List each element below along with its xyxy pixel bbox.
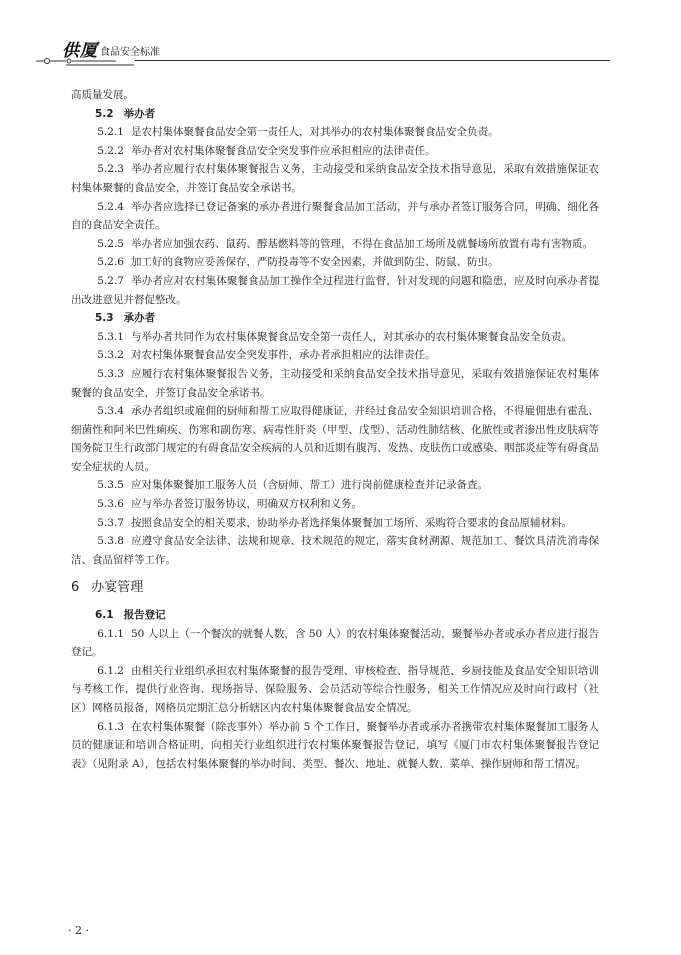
clause-paragraph <box>71 476 599 495</box>
clause-text: 应履行农村集体聚餐报告义务，主动接受和采纳食品安全技术指导意见，采取有效措施保证农村集体聚餐的食品安全，并签订食品安全承诺书。 <box>71 367 599 399</box>
clause-text: 举办者应对农村集体聚餐食品加工操作全过程进行监督，针对发现的问题和隐患，应及时向承办者提出改进意见并督促整改。 <box>71 274 599 306</box>
clause-text: 承办者 <box>123 312 156 325</box>
clause-paragraph <box>71 532 599 569</box>
header-logo: 供厦 <box>62 41 98 61</box>
page-number: · 2 · <box>68 924 89 937</box>
clause-text: 举办者应选择已登记备案的承办者进行聚餐食品加工活动，并与承办者签订服务合同，明确、细化各自的食品安全责任。 <box>71 200 599 232</box>
clause-number: 6.1 <box>95 609 114 622</box>
clause-number: 5.3.5 <box>97 479 124 492</box>
page-header <box>0 0 681 80</box>
clause-text: 按照食品安全的相关要求，协助举办者选择集体聚餐加工场所、采购符合要求的食品原辅材料。 <box>130 516 572 529</box>
chapter-heading <box>71 579 599 598</box>
section-heading <box>71 309 599 328</box>
clause-number: 5.2.2 <box>97 144 124 157</box>
clause-text: 应遵守食品安全法律、法规和规章、技术规范的规定，落实食材溯源、规范加工、餐饮具清洗消毒保洁、食品留样等工作。 <box>71 535 599 566</box>
clause-text: 对农村集体聚餐食品安全突发事件，承办者承担相应的法律责任。 <box>130 349 436 362</box>
clause-paragraph <box>71 253 599 272</box>
clause-number: 6.1.1 <box>97 627 124 640</box>
clause-number: 5.2.5 <box>97 237 124 250</box>
clause-text: 由相关行业组织承担农村集体聚餐的报告受理、审核检查、指导规范、乡厨技能及食品安全知识培训与考核工作，提供行业咨询、现场指导、保险服务、会员活动等综合性服务，相关工作情况应及时向行政村（社区）网格员报备，网格员定期汇总分析辖区内农村集体聚餐食品安全情况。 <box>71 664 599 714</box>
section-heading <box>71 105 599 124</box>
clause-number: 5.2.7 <box>97 274 124 287</box>
clause-text: 承办者组织或雇佣的厨师和帮工应取得健康证，并经过食品安全知识培训合格，不得雇佣患有霍乱、细菌性和阿米巴性痢疾、伤寒和副伤寒、病毒性肝炎（甲型、戊型）、活动性肺结核、化脓性或者渗出性皮肤病等国务院卫生行政部门规定的有碍食品安全疾病的人员和近期有腹泻、发热、皮肤伤口或感染、咽部炎症等有碍食品安全症状的人员。 <box>71 405 599 473</box>
clause-number: 5.3 <box>95 312 114 325</box>
clause-paragraph <box>71 198 599 235</box>
clause-paragraph <box>71 402 599 476</box>
clause-paragraph <box>71 272 599 309</box>
clause-paragraph <box>71 346 599 365</box>
clause-text: 举办者应履行农村集体聚餐报告义务，主动接受和采纳食品安全技术指导意见，采取有效措施保证农村集体聚餐的食品安全，并签订食品安全承诺书。 <box>71 163 599 194</box>
clause-number: 5.3.4 <box>97 405 124 418</box>
clause-number: 5.2.4 <box>97 200 124 213</box>
clause-number: 6.1.2 <box>97 664 124 677</box>
clause-paragraph <box>71 514 599 533</box>
section-heading <box>71 606 599 625</box>
clause-text: 应与举办者签订服务协议，明确双方权利和义务。 <box>130 498 362 511</box>
header-rule <box>135 60 610 61</box>
clause-number: 5.3.8 <box>97 535 124 548</box>
clause-text: 办宴管理 <box>91 580 144 596</box>
clause-paragraph <box>71 625 599 662</box>
clause-number: 6.1.3 <box>97 720 124 733</box>
clause-text: 高质量发展。 <box>71 89 134 101</box>
clause-text: 应对集体聚餐加工服务人员（含厨师、帮工）进行岗前健康检查并记录备查。 <box>130 479 488 492</box>
clause-number: 5.3.7 <box>97 516 124 529</box>
clause-text: 加工好的食物应妥善保存，严防投毒等不安全因素，并做到防尘、防鼠、防虫。 <box>130 256 499 269</box>
clause-text: 举办者应加强农药、鼠药、醇基燃料等的管理，不得在食品加工场所及就餐场所放置有毒有害物质。 <box>130 237 593 250</box>
clause-number: 5.2.3 <box>97 163 124 176</box>
clause-number: 5.2 <box>95 107 114 120</box>
clause-number: 5.3.6 <box>97 498 124 511</box>
clause-text: 报告登记 <box>123 609 166 622</box>
clause-text: 是农村集体聚餐食品安全第一责任人，对其举办的农村集体聚餐食品安全负责。 <box>130 126 499 139</box>
clause-number: 5.2.6 <box>97 256 124 269</box>
clause-number: 5.3.2 <box>97 349 124 362</box>
clause-text: 与举办者共同作为农村集体聚餐食品安全第一责任人，对其承办的农村集体聚餐食品安全负责。 <box>130 330 572 343</box>
clause-number: 5.3.3 <box>97 367 124 380</box>
clause-paragraph <box>71 718 599 774</box>
clause-paragraph <box>71 123 599 142</box>
clause-paragraph <box>71 328 599 347</box>
clause-number: 5.2.1 <box>97 126 124 139</box>
clause-paragraph <box>71 142 599 161</box>
clause-number: 6 <box>71 580 80 596</box>
clause-text: 50 人以上（一个餐次的就餐人数，含 50 人）的农村集体聚餐活动，聚餐举办者或承办者应进行报告登记。 <box>71 627 599 659</box>
clause-paragraph <box>71 235 599 254</box>
clause-paragraph <box>71 86 599 105</box>
clause-paragraph <box>71 495 599 514</box>
clause-paragraph <box>71 662 599 718</box>
clause-text: 举办者 <box>123 107 156 120</box>
clause-paragraph <box>71 160 599 197</box>
clause-text: 举办者对农村集体聚餐食品安全突发事件应承担相应的法律责任。 <box>130 144 436 157</box>
clause-number: 5.3.1 <box>97 330 124 343</box>
header-standard-title: 食品安全标准 <box>100 47 160 58</box>
clause-text: 在农村集体聚餐（除丧事外）举办前 5 个工作日，聚餐举办者或承办者携带农村集体聚餐加工服务人员的健康证和培训合格证明，向相关行业组织进行农村集体聚餐报告登记，填写《厦门市农村集体聚餐报告登记表》（见附录 A），包括农村集体聚餐的举办时间、类型、餐次、地址、就餐人数、菜单、操作厨师和帮工情况。 <box>71 720 599 770</box>
header-ornament-icon <box>36 56 136 68</box>
clause-paragraph <box>71 365 599 402</box>
document-body <box>71 86 599 773</box>
